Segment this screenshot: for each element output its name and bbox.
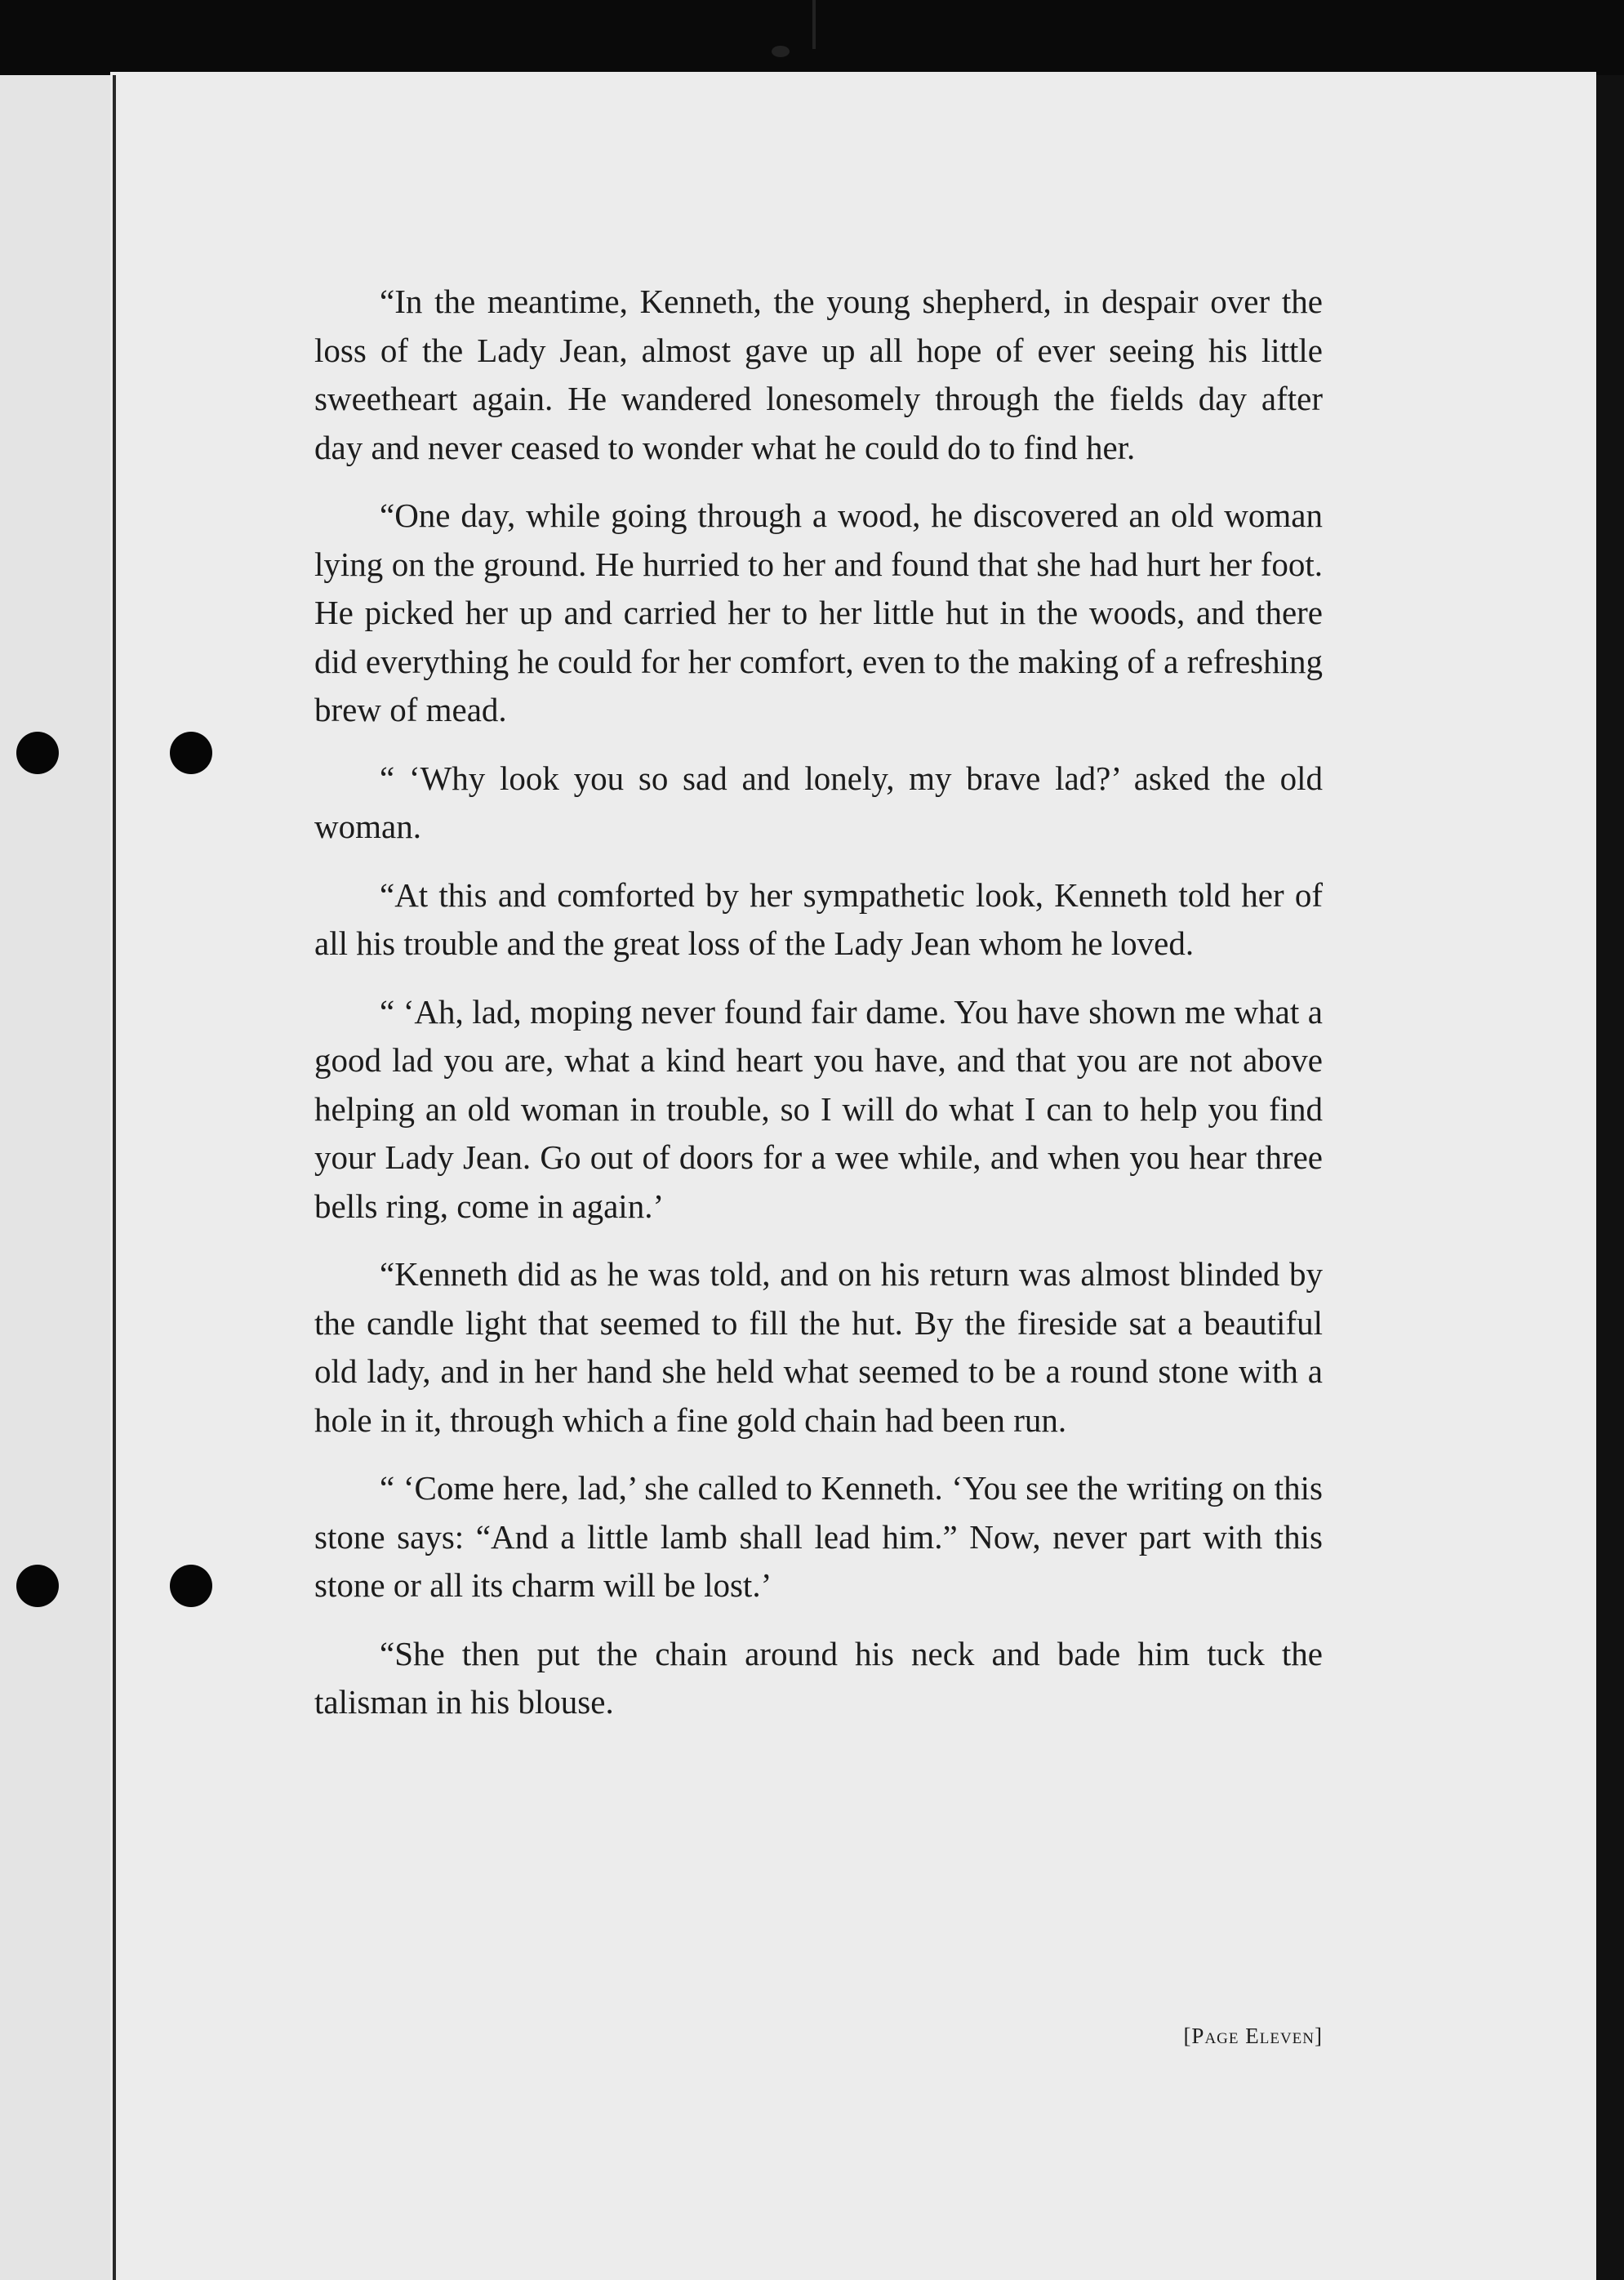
story-text — [314, 278, 1323, 1747]
page-number: [Page Eleven] — [1183, 2024, 1323, 2048]
scan-right-border — [1596, 75, 1624, 2280]
paragraph: “ ‘Ah, lad, moping never found fair dame. You have shown me what a good lad you are, what a kind heart you have, and that you are not above helping an old woman in trouble, so I will do what I can to help you find your Lady Jean. Go out of doors for a wee while, and when you hear three bells ring, come in again.’ — [314, 992, 1323, 1225]
page-fold-line — [113, 75, 116, 2280]
scan-speck — [812, 0, 816, 49]
paragraph: “Kenneth did as he was told, and on his return was almost blinded by the candle light that seemed to fill the hut. By the fireside sat a beautiful old lady, and in her hand she held what seemed to be a round stone with a hole in it, through which a fine gold chain had been run. — [314, 1255, 1323, 1439]
paragraph: “One day, while going through a wood, he discovered an old woman lying on the ground. He hurried to her and found that she had hurt her foot. He picked her up and carried her to her little hut in the woods, and there did everything he could for her comfort, even to the making of a refreshing brew of mead. — [314, 497, 1323, 728]
binder-hole-inner-top — [170, 732, 212, 774]
binder-hole-outer-top — [16, 732, 59, 774]
paragraph: “In the meantime, Kenneth, the young shepherd, in despair over the loss of the Lady Jean, almost gave up all hope of ever seeing his little sweetheart again. He wandered lonesomely through the fields day after day and never ceased to wonder what he could do to find her. — [314, 283, 1323, 466]
paragraph: “She then put the chain around his neck and bade him tuck the talisman in his blouse. — [314, 1634, 1323, 1721]
scan-speck — [772, 46, 790, 57]
scan-left-margin — [0, 75, 110, 2280]
paragraph: “ ‘Come here, lad,’ she called to Kenneth. ‘You see the writing on this stone says: “And a little lamb shall lead him.” Now, never part with this stone or all its charm will be lost.’ — [314, 1469, 1323, 1604]
binder-hole-inner-bottom — [170, 1565, 212, 1607]
paragraph: “At this and comforted by her sympathetic look, Kenneth told her of all his trouble and the great loss of the Lady Jean whom he loved. — [314, 875, 1323, 962]
paragraph: “ ‘Why look you so sad and lonely, my brave lad?’ asked the old woman. — [314, 759, 1323, 845]
binder-hole-outer-bottom — [16, 1565, 59, 1607]
